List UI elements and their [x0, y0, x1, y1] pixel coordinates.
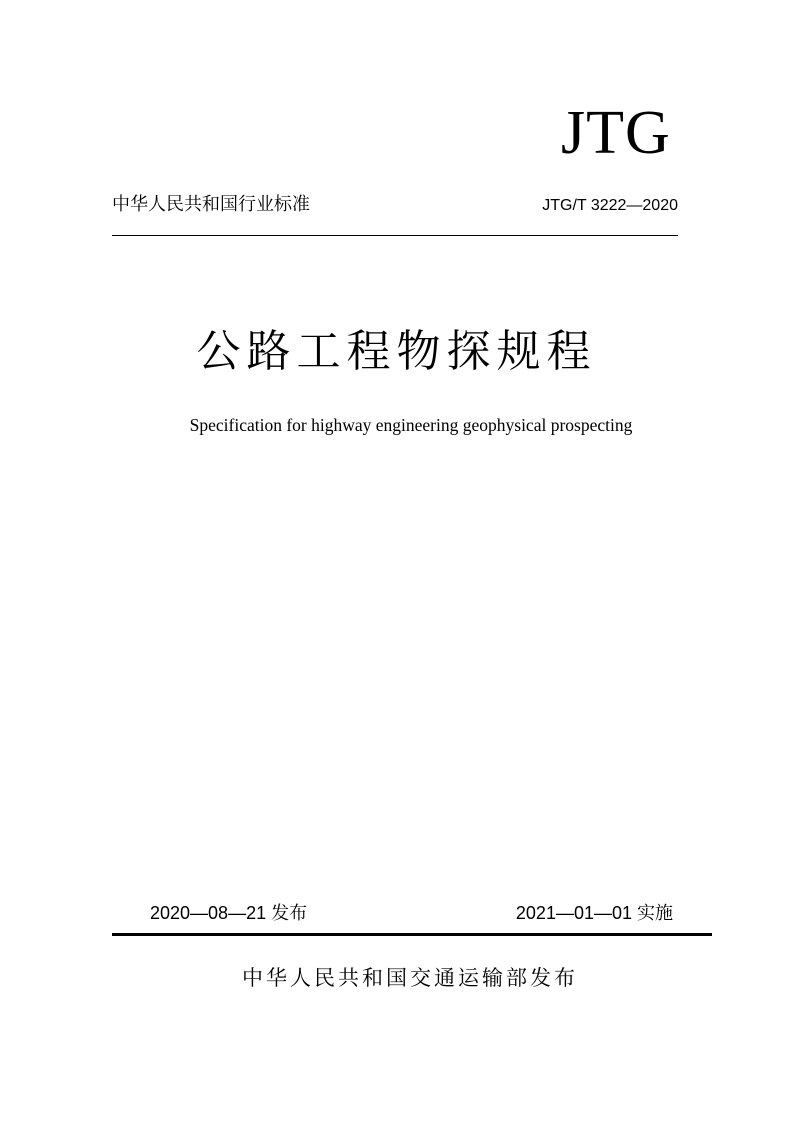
- standard-code: JTG/T 3222—2020: [542, 197, 678, 214]
- header-divider: [112, 235, 678, 236]
- issue-date: 2020—08—21 发布: [150, 903, 308, 923]
- jtg-logo: JTG: [561, 99, 671, 167]
- footer-divider: [112, 933, 712, 936]
- document-title-cn: 公路工程物探规程: [196, 326, 597, 377]
- publisher: 中华人民共和国交通运输部发布: [242, 966, 578, 990]
- document-title-en: Specification for highway engineering geophysical prospecting: [189, 415, 633, 435]
- standard-type: 中华人民共和国行业标准: [112, 194, 310, 215]
- implementation-date: 2021—01—01 实施: [515, 903, 673, 923]
